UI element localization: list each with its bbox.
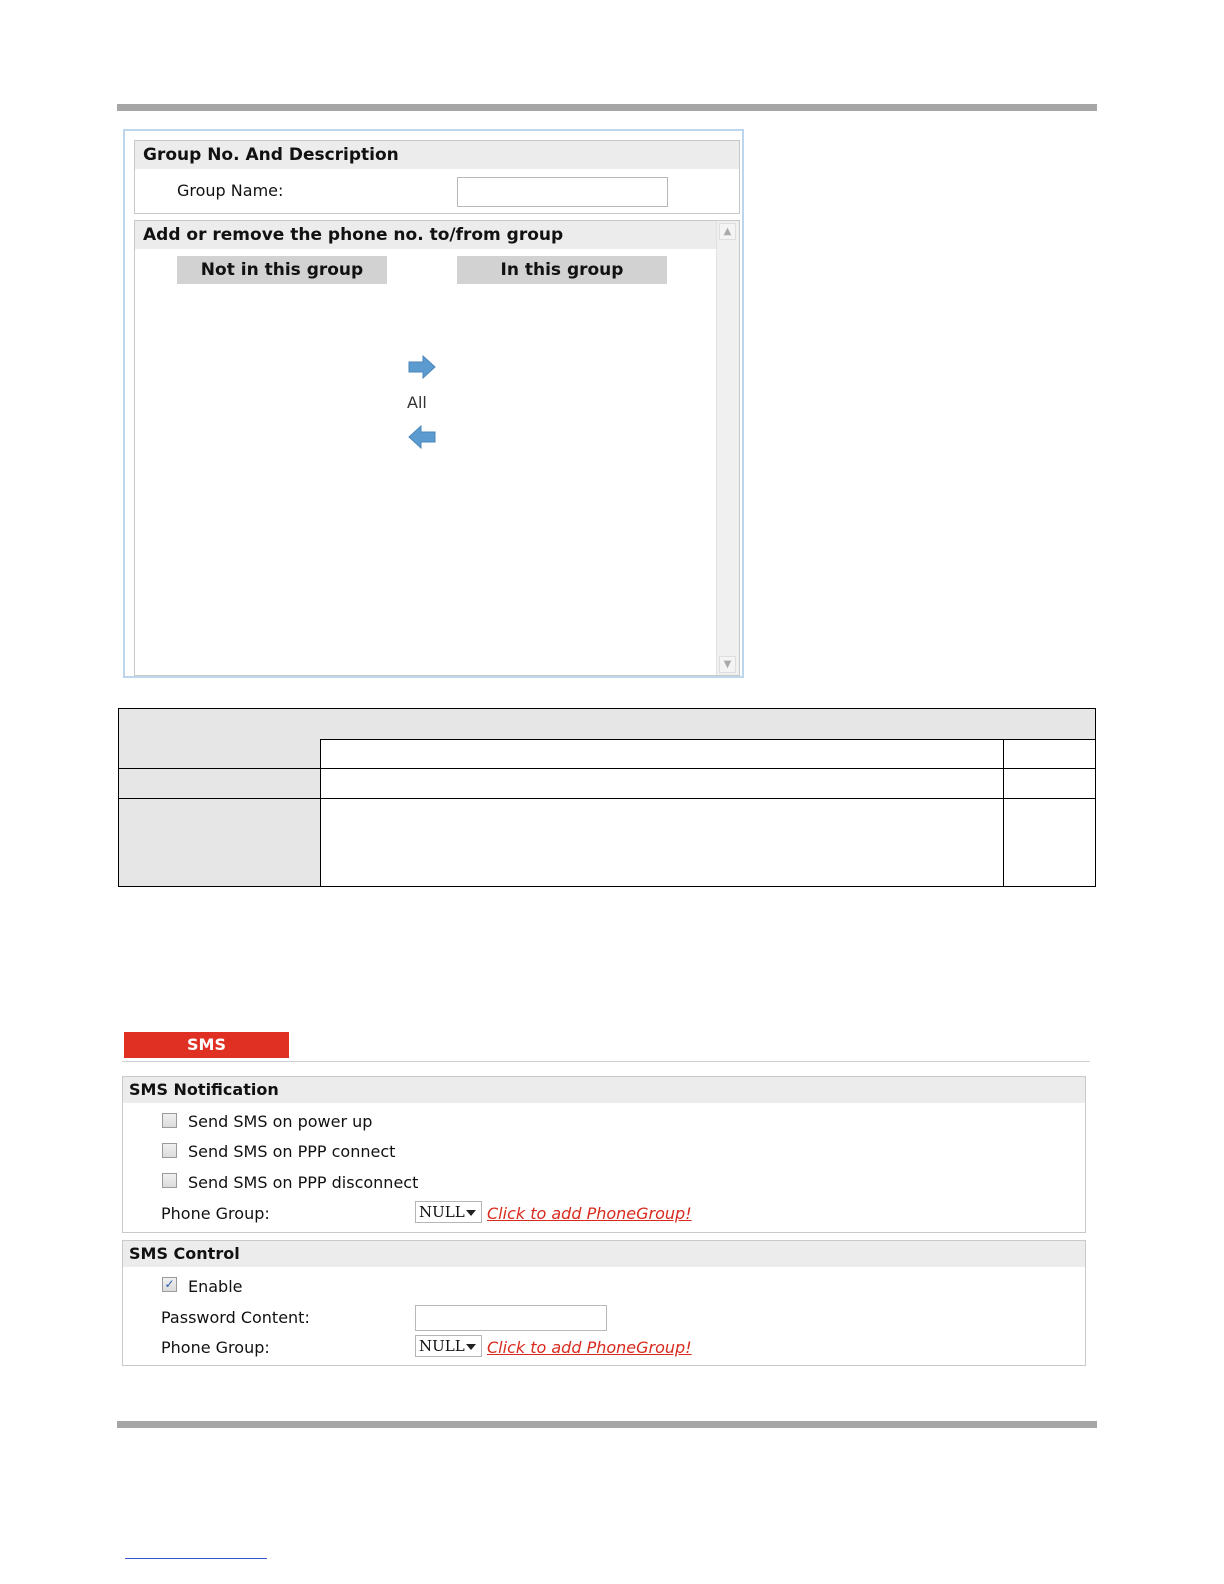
chevron-down-icon bbox=[466, 1344, 476, 1350]
control-phone-group-label: Phone Group: bbox=[161, 1338, 270, 1357]
parameter-table bbox=[118, 708, 1096, 887]
not-in-group-header: Not in this group bbox=[177, 256, 387, 284]
scroll-up-icon[interactable]: ▲ bbox=[719, 223, 736, 240]
ppp-connect-label: Send SMS on PPP connect bbox=[188, 1142, 396, 1161]
header-rule bbox=[117, 104, 1097, 111]
group-name-label: Group Name: bbox=[177, 181, 284, 200]
table-header-row bbox=[119, 709, 1095, 740]
all-label: All bbox=[407, 393, 427, 412]
enable-label: Enable bbox=[188, 1277, 243, 1296]
add-phonegroup-link[interactable]: Click to add PhoneGroup! bbox=[487, 1204, 692, 1223]
table-divider bbox=[1003, 739, 1004, 768]
sms-tab[interactable]: SMS bbox=[124, 1032, 289, 1058]
group-name-input[interactable] bbox=[457, 177, 668, 207]
power-up-checkbox[interactable] bbox=[162, 1113, 177, 1128]
tab-underline bbox=[122, 1061, 1090, 1062]
table-divider bbox=[1003, 769, 1004, 798]
sms-control-section bbox=[122, 1240, 1086, 1366]
scrollbar[interactable] bbox=[716, 221, 739, 675]
select-value: NULL bbox=[419, 1337, 465, 1355]
control-phone-group-select[interactable] bbox=[415, 1335, 482, 1357]
ppp-disconnect-checkbox[interactable] bbox=[162, 1173, 177, 1188]
chevron-down-icon bbox=[466, 1210, 476, 1216]
footer-rule bbox=[117, 1421, 1097, 1428]
notification-phone-group-select[interactable] bbox=[415, 1201, 482, 1223]
arrow-right-icon[interactable] bbox=[407, 354, 437, 380]
enable-checkbox[interactable]: ✓ bbox=[162, 1277, 177, 1292]
sms-notification-section bbox=[122, 1076, 1086, 1233]
password-content-label: Password Content: bbox=[161, 1308, 310, 1327]
scroll-down-icon[interactable]: ▼ bbox=[719, 656, 736, 673]
footer-link-underline[interactable] bbox=[125, 1558, 267, 1559]
table-divider bbox=[1003, 799, 1004, 886]
table-cell bbox=[119, 769, 321, 798]
table-row bbox=[119, 739, 1095, 769]
ppp-connect-checkbox[interactable] bbox=[162, 1143, 177, 1158]
sms-control-title: SMS Control bbox=[123, 1241, 1085, 1267]
group-description-title: Group No. And Description bbox=[135, 141, 739, 169]
password-content-input[interactable] bbox=[415, 1305, 607, 1331]
select-value: NULL bbox=[419, 1203, 465, 1221]
group-membership-title: Add or remove the phone no. to/from group bbox=[135, 221, 739, 249]
add-phonegroup-link[interactable]: Click to add PhoneGroup! bbox=[487, 1338, 692, 1357]
notification-phone-group-label: Phone Group: bbox=[161, 1204, 270, 1223]
phone-group-panel bbox=[123, 129, 744, 678]
table-row bbox=[119, 799, 1095, 886]
sms-notification-title: SMS Notification bbox=[123, 1077, 1085, 1103]
group-membership-section bbox=[134, 220, 740, 676]
table-cell bbox=[119, 799, 321, 886]
in-group-header: In this group bbox=[457, 256, 667, 284]
ppp-disconnect-label: Send SMS on PPP disconnect bbox=[188, 1173, 419, 1192]
table-cell bbox=[119, 739, 321, 768]
table-row bbox=[119, 769, 1095, 799]
power-up-label: Send SMS on power up bbox=[188, 1112, 373, 1131]
arrow-left-icon[interactable] bbox=[407, 424, 437, 450]
group-description-section bbox=[134, 140, 740, 214]
